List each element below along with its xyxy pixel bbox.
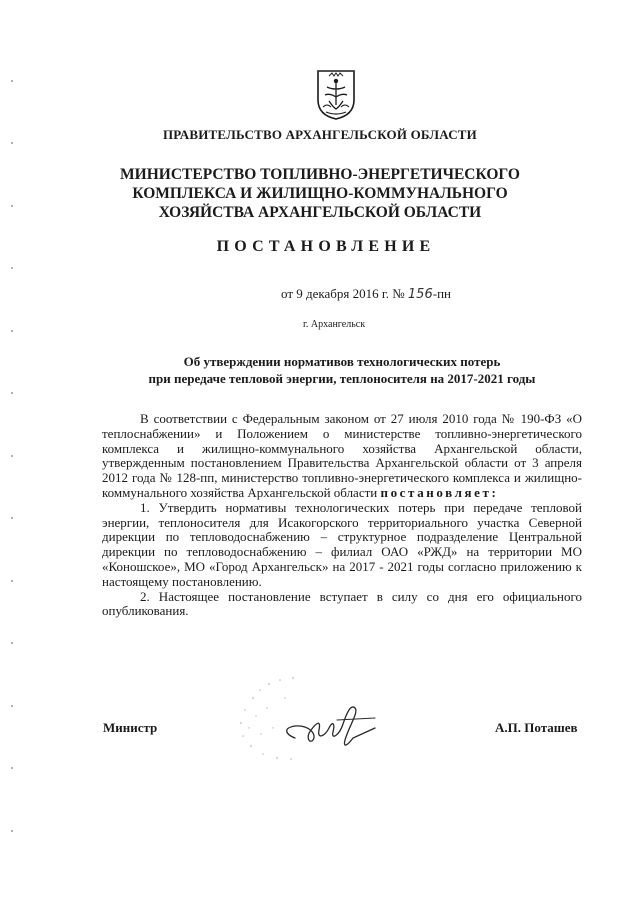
document-type: ПОСТАНОВЛЕНИЕ: [216, 238, 436, 255]
document-subject: [0, 353, 640, 387]
preamble-text: В соответствии с Федеральным законом от 27 июля 2010 года № 190-ФЗ «О теплоснабжении» и Положением о министерстве топливно-энергетического комплекса и жилищно-коммунального хозяйства Архангельской области, утвержденным постановлением Правительства Архангельской области от 3 апреля 2012 года № 128-пп, министерство топливно-энергетического комплекса и жилищно-коммунального хозяйства Архангельской области: [102, 411, 582, 500]
item-2-paragraph: 2. Настоящее постановление вступает в силу со дня его официального опубликования.: [102, 588, 582, 619]
ministry-line-2: КОМПЛЕКСА И ЖИЛИЩНО-КОММУНАЛЬНОГО: [132, 185, 508, 202]
coat-of-arms-emblem: [315, 67, 357, 121]
number-suffix: -пн: [432, 286, 451, 301]
subject-line-2: при передаче тепловой энергии, теплоносителя на 2017-2021 годы: [148, 371, 536, 386]
city: г. Архангельск: [302, 319, 366, 330]
subject-line-1: Об утверждении нормативов технологических потерь: [183, 354, 501, 369]
date-and-number: [0, 286, 640, 302]
date-prefix: от 9 декабря 2016 г. №: [281, 286, 405, 301]
decree-word: постановляет:: [380, 484, 499, 500]
signatory-title: Министр: [103, 720, 158, 735]
government-name: ПРАВИТЕЛЬСТВО АРХАНГЕЛЬСКОЙ ОБЛАСТИ: [163, 127, 477, 142]
ministry-name: [0, 165, 640, 222]
ministry-line-1: МИНИСТЕРСТВО ТОПЛИВНО-ЭНЕРГЕТИЧЕСКОГО: [120, 166, 520, 183]
document-body: [102, 412, 582, 619]
preamble-paragraph: [102, 412, 582, 501]
document-number: 156: [407, 287, 433, 302]
ministry-line-3: ХОЗЯЙСТВА АРХАНГЕЛЬСКОЙ ОБЛАСТИ: [158, 204, 482, 221]
signatory-name: А.П. Поташев: [495, 720, 578, 735]
item-1-paragraph: 1. Утвердить нормативы технологических потерь при передаче тепловой энергии, теплоносителя для Исакогорского территориального участка Северной дирекции по тепловодоснабжению – структурное подразделение Центральной дирекции по тепловодоснабжению – филиал ОАО «РЖД» на территории МО «Коношское», МО «Город Архангельск» на 2017 - 2021 годы согласно приложению к настоящему постановлению.: [102, 499, 582, 589]
handwritten-signature: [225, 668, 415, 763]
